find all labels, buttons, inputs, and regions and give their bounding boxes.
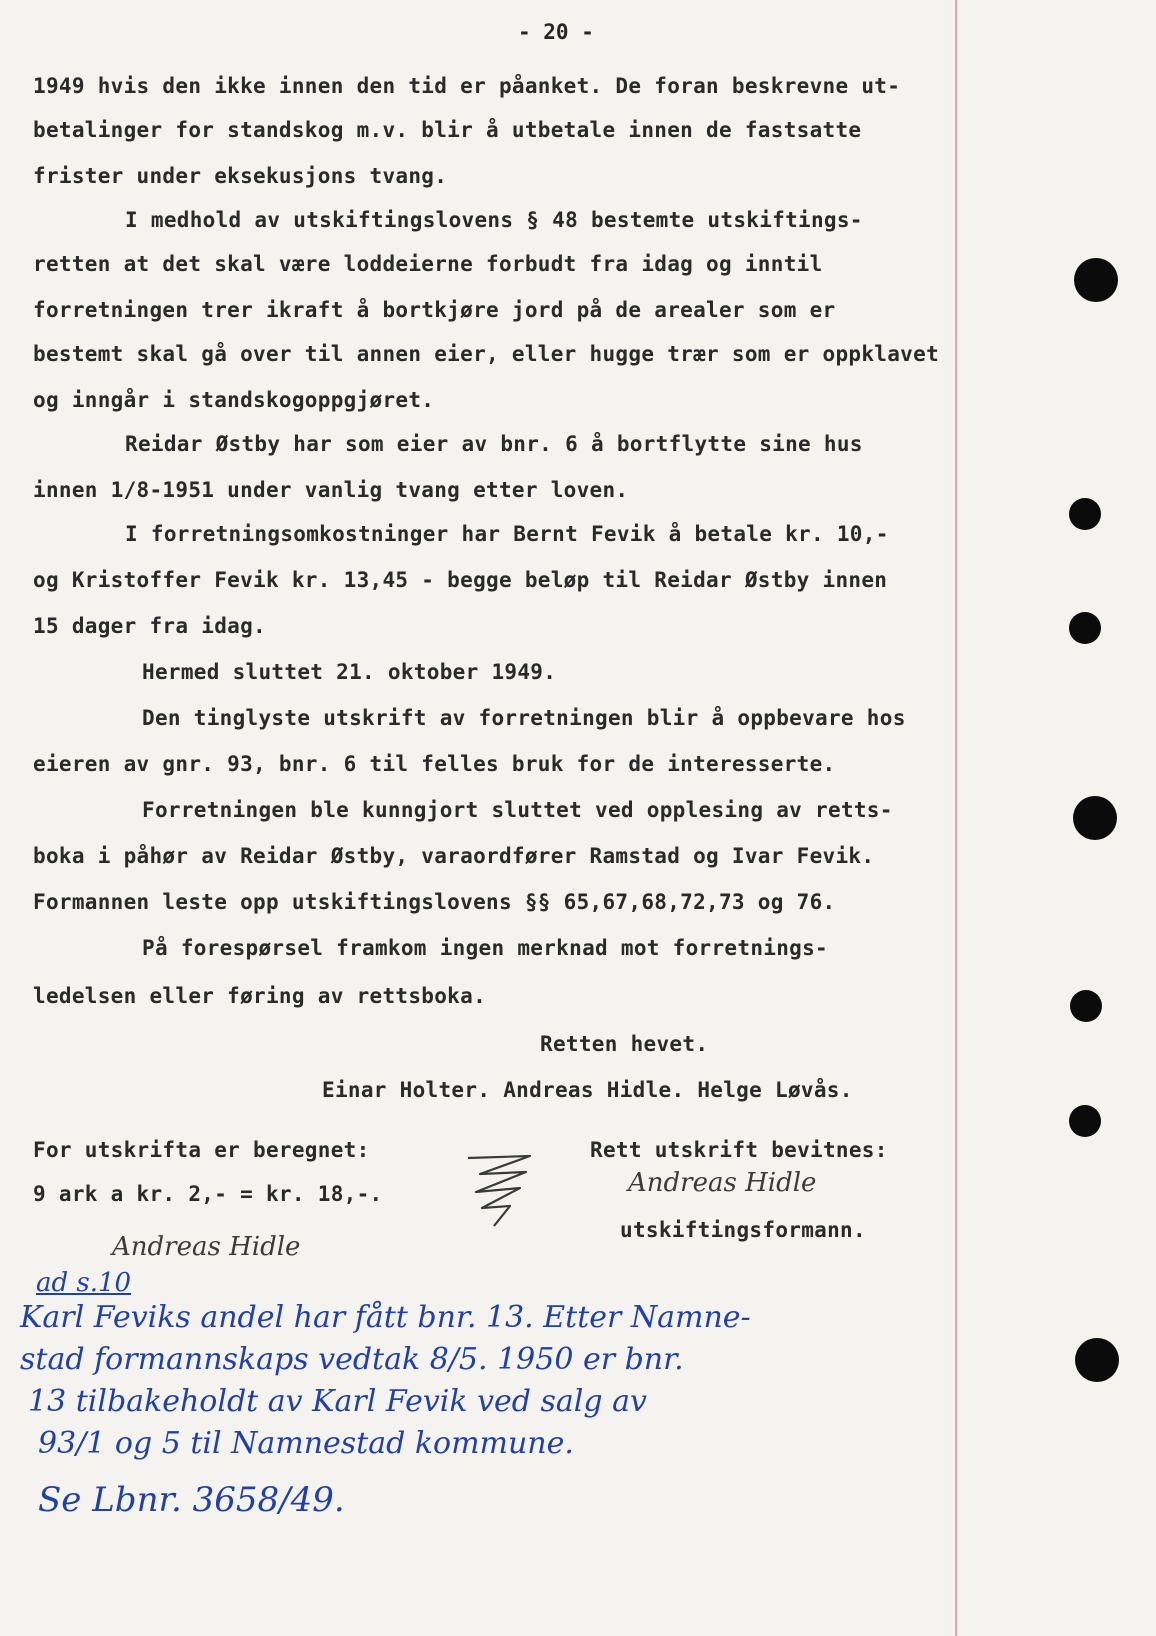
punch-hole xyxy=(1073,796,1117,840)
body-line: retten at det skal være loddeierne forbudt fra idag og inntil xyxy=(33,252,823,276)
handwritten-note-line: 93/1 og 5 til Namnestad kommune. xyxy=(38,1426,574,1461)
handwritten-note-line: stad formannskaps vedtak 8/5. 1950 er bnr. xyxy=(20,1342,684,1377)
handwritten-note-heading: ad s.10 xyxy=(36,1268,132,1298)
body-line: Formannen leste opp utskiftingslovens §§ 65,67,68,72,73 og 76. xyxy=(33,890,836,914)
body-line: Hermed sluttet 21. oktober 1949. xyxy=(142,660,557,684)
handwritten-note-line: 13 tilbakeholdt av Karl Fevik ved salg av xyxy=(28,1384,647,1419)
body-line: betalinger for standskog m.v. blir å utbetale innen de fastsatte xyxy=(33,118,862,142)
margin-rule xyxy=(955,0,957,1636)
scribble-mark xyxy=(462,1152,542,1232)
body-line: forretningen trer ikraft å bortkjøre jord på de arealer som er xyxy=(33,298,836,322)
page-number: - 20 - xyxy=(518,20,594,44)
punch-hole xyxy=(1074,258,1118,302)
body-line: Den tinglyste utskrift av forretningen blir å oppbevare hos xyxy=(142,706,906,730)
signature-left: Andreas Hidle xyxy=(112,1232,301,1262)
punch-hole xyxy=(1069,612,1101,644)
body-line: ledelsen eller føring av rettsboka. xyxy=(33,984,487,1008)
formann-title: utskiftingsformann. xyxy=(620,1218,866,1242)
body-line: 1949 hvis den ikke innen den tid er påanket. De foran beskrevne ut- xyxy=(33,74,901,98)
body-line: og Kristoffer Fevik kr. 13,45 - begge beløp til Reidar Østby innen xyxy=(33,568,888,592)
punch-hole xyxy=(1069,1105,1101,1137)
signature-right: Andreas Hidle xyxy=(628,1168,817,1198)
punch-hole xyxy=(1070,990,1102,1022)
handwritten-note-line: Se Lbnr. 3658/49. xyxy=(38,1480,345,1520)
punch-hole xyxy=(1069,498,1101,530)
body-line: innen 1/8-1951 under vanlig tvang etter loven. xyxy=(33,478,629,502)
body-line: Forretningen ble kunngjort sluttet ved opplesing av retts- xyxy=(142,798,893,822)
body-line: og inngår i standskogoppgjøret. xyxy=(33,388,435,412)
signatories: Einar Holter. Andreas Hidle. Helge Løvås. xyxy=(322,1078,853,1102)
body-line: I forretningsomkostninger har Bernt Fevik å betale kr. 10,- xyxy=(125,522,889,546)
body-line: eieren av gnr. 93, bnr. 6 til felles bruk for de interesserte. xyxy=(33,752,836,776)
body-line: Reidar Østby har som eier av bnr. 6 å bortflytte sine hus xyxy=(125,432,863,456)
cost-line: For utskrifta er beregnet: xyxy=(33,1138,370,1162)
certify-line: Rett utskrift bevitnes: xyxy=(590,1138,888,1162)
retten-hevet: Retten hevet. xyxy=(540,1032,709,1056)
body-line: frister under eksekusjons tvang. xyxy=(33,164,448,188)
cost-line: 9 ark a kr. 2,- = kr. 18,-. xyxy=(33,1182,383,1206)
body-line: På forespørsel framkom ingen merknad mot forretnings- xyxy=(142,936,828,960)
body-line: 15 dager fra idag. xyxy=(33,614,266,638)
body-line: I medhold av utskiftingslovens § 48 bestemte utskiftings- xyxy=(125,208,863,232)
body-line: boka i påhør av Reidar Østby, varaordfører Ramstad og Ivar Fevik. xyxy=(33,844,875,868)
body-line: bestemt skal gå over til annen eier, eller hugge trær som er oppklavet xyxy=(33,342,940,366)
punch-hole xyxy=(1075,1338,1119,1382)
handwritten-note-line: Karl Feviks andel har fått bnr. 13. Etter Namne- xyxy=(20,1300,751,1335)
